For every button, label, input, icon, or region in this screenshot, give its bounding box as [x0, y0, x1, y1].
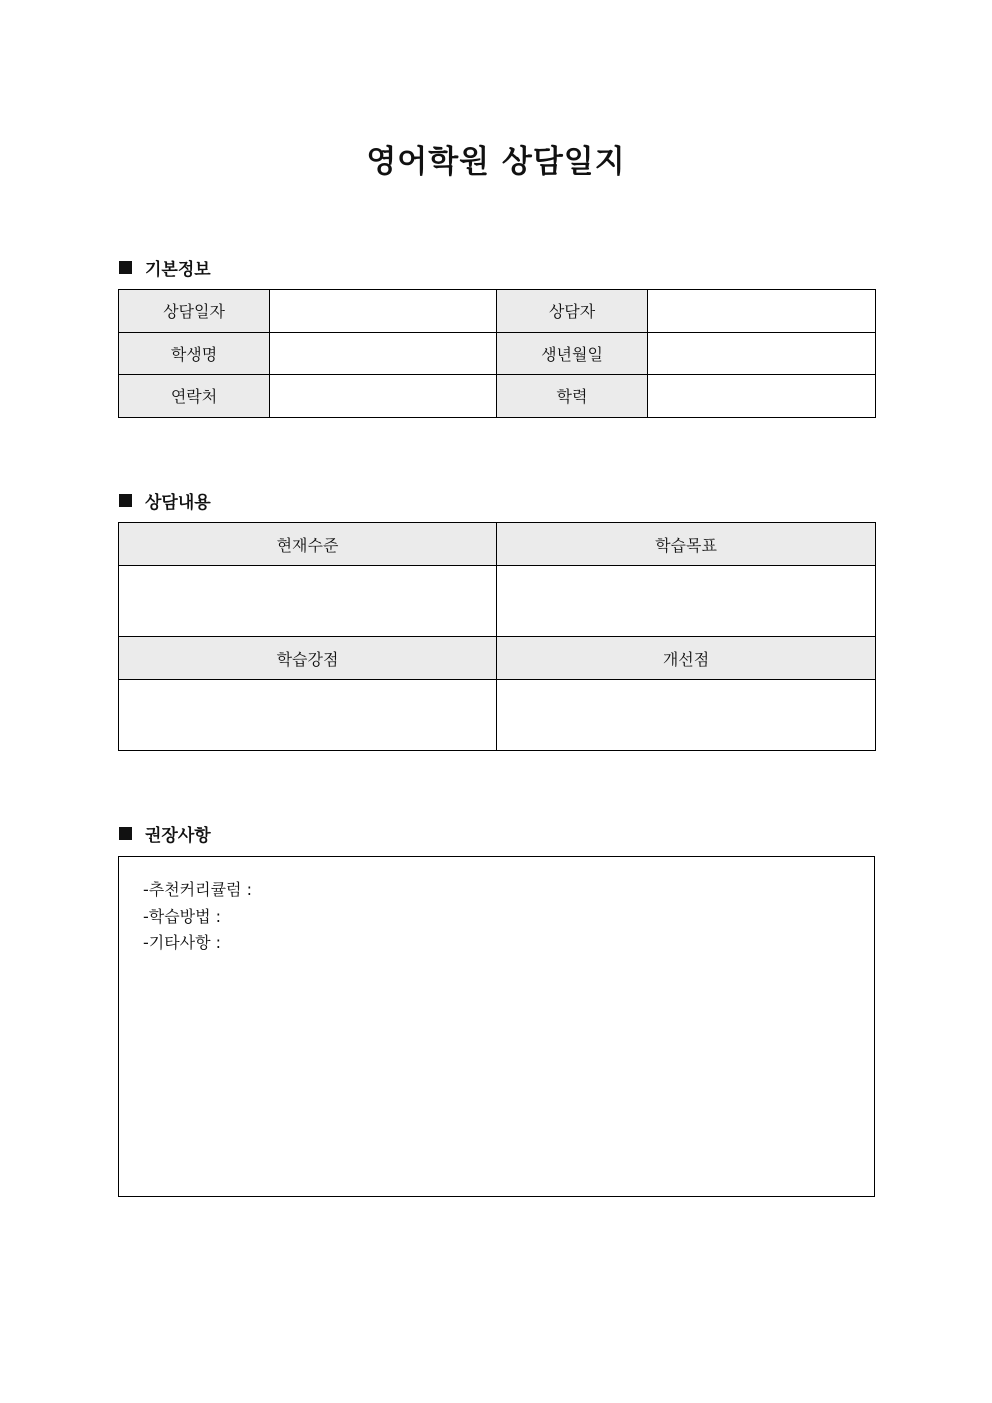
document-title: 영어학원 상담일지: [366, 144, 626, 180]
education-field[interactable]: [648, 375, 876, 418]
student-name-label: 학생명: [119, 332, 270, 375]
square-bullet-icon: [119, 261, 132, 274]
counselor-field[interactable]: [648, 290, 876, 333]
learning-goal-field[interactable]: [497, 566, 876, 637]
recommendations-heading-text: 권장사항: [145, 826, 211, 846]
learning-goal-label: 학습목표: [497, 523, 876, 566]
current-level-label: 현재수준: [119, 523, 497, 566]
recommendations-heading: [119, 821, 211, 846]
table-row: [119, 375, 876, 418]
education-label: 학력: [497, 375, 648, 418]
birthdate-label: 생년월일: [497, 332, 648, 375]
birthdate-field[interactable]: [648, 332, 876, 375]
consultation-heading: [119, 488, 211, 513]
strengths-label: 학습강점: [119, 637, 497, 680]
square-bullet-icon: [119, 494, 132, 507]
other-notes-line: -기타사항 :: [143, 933, 222, 952]
student-name-field[interactable]: [270, 332, 497, 375]
basic-info-heading-text: 기본정보: [145, 260, 211, 280]
current-level-field[interactable]: [119, 566, 497, 637]
recommendations-box[interactable]: [118, 856, 875, 1197]
recommended-curriculum-line: -추천커리큘럼 :: [143, 880, 252, 899]
improvements-field[interactable]: [497, 680, 876, 751]
improvements-label: 개선점: [497, 637, 876, 680]
learning-method-line: -학습방법 :: [143, 906, 222, 926]
square-bullet-icon: [119, 827, 132, 840]
consultation-table: [118, 522, 876, 751]
recommendations-list: [143, 877, 252, 957]
table-row: [119, 637, 876, 680]
table-row: [119, 332, 876, 375]
contact-label: 연락처: [119, 375, 270, 418]
basic-info-table: [118, 289, 876, 418]
contact-field[interactable]: [270, 375, 497, 418]
table-row: [119, 523, 876, 566]
strengths-field[interactable]: [119, 680, 497, 751]
counselor-label: 상담자: [497, 290, 648, 333]
consult-date-label: 상담일자: [119, 290, 270, 333]
table-row: [119, 290, 876, 333]
consult-date-field[interactable]: [270, 290, 497, 333]
basic-info-heading: [119, 255, 211, 280]
consultation-heading-text: 상담내용: [145, 493, 211, 513]
table-row: [119, 680, 876, 751]
table-row: [119, 566, 876, 637]
